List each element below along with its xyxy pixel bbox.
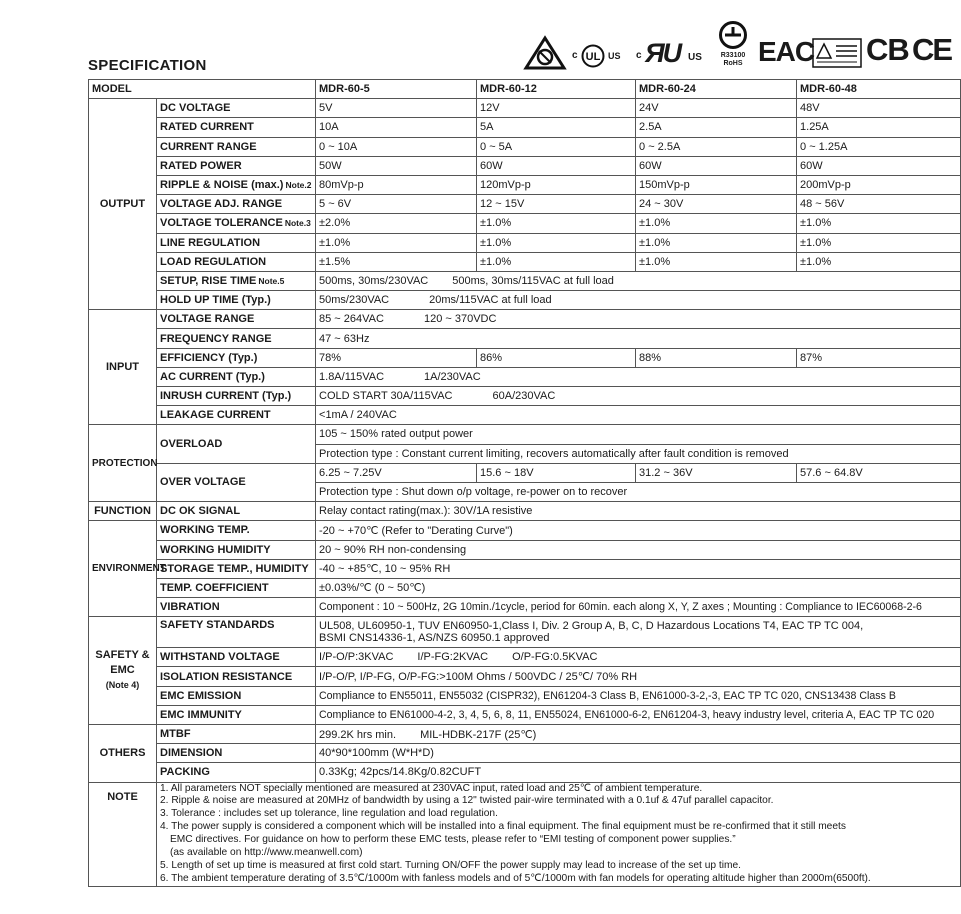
value-part: O/P-FG:0.5KVAC [512,651,598,664]
value-part: Protection type : [319,447,402,460]
specification-table [88,79,961,887]
cell-value: -20 ~ +70℃ (Refer to "Derating Curve") [316,521,961,540]
cell-value: 31.2 ~ 36V [636,463,797,482]
cell-value: 200mVp-p [797,175,961,194]
cell-value [316,444,961,463]
item-label: VIBRATION [157,598,316,617]
item-label: FREQUENCY RANGE [157,329,316,348]
table-row [89,648,961,667]
group-input: INPUT [89,310,157,425]
table-row [89,705,961,724]
cell-value: Protection type : Shut down o/p voltage, re-power on to recover [316,482,961,501]
item-label: EFFICIENCY (Typ.) [157,348,316,367]
value-part: 50ms/230VAC [319,294,390,307]
cell-value: ±1.0% [636,214,797,233]
cell-value: 88% [636,348,797,367]
cell-value: 0 ~ 5A [477,137,636,156]
cell-value: ±1.0% [477,252,636,271]
note-line: 2. Ripple & noise are measured at 20MHz of bandwidth by using a 12" twisted pair-wire terminated with a 0.1uf & 47uf parallel capacitor. [160,795,774,807]
cell-value: 60W [636,156,797,175]
cell-value: 86% [477,348,636,367]
item-label: LINE REGULATION [157,233,316,252]
value-part: 120 ~ 370VDC [423,313,497,326]
table-row [89,310,961,329]
note-ref: Note.3 [284,218,311,229]
item-label: WORKING TEMP. [157,521,316,540]
rohs-code: R33100 [720,52,746,59]
table-row [89,195,961,214]
model-1: MDR-60-5 [316,80,477,99]
cell-value: 12 ~ 15V [477,195,636,214]
note-ref: Note.5 [258,275,285,286]
model-4: MDR-60-48 [797,80,961,99]
item-label [157,271,316,290]
item-label: INRUSH CURRENT (Typ.) [157,387,316,406]
cell-value: 105 ~ 150% rated output power [316,425,961,444]
cell-value: <1mA / 240VAC [316,406,961,425]
cell-value: Relay contact rating(max.): 30V/1A resistive [316,502,961,521]
item-label: RATED CURRENT [157,118,316,137]
cell-value: 5 ~ 6V [316,195,477,214]
rohs-logo [712,20,754,70]
eac-logo: EAC [758,36,815,67]
table-row [89,367,961,386]
note-ref: Note.2 [285,180,312,191]
table-row [89,271,961,290]
item-label: HOLD UP TIME (Typ.) [157,291,316,310]
table-row [89,406,961,425]
table-row [89,99,961,118]
item-label: WORKING HUMIDITY [157,540,316,559]
cell-value: 15.6 ~ 18V [477,463,636,482]
item-label: ISOLATION RESISTANCE [157,667,316,686]
model-2: MDR-60-12 [477,80,636,99]
value-part: 299.2K hrs min. [319,728,397,741]
group-label: SAFETY & [95,649,150,662]
cell-value: ±2.0% [316,214,477,233]
item-label: WITHSTAND VOLTAGE [157,648,316,667]
svg-text:UL: UL [585,51,601,63]
value-part: 20ms/115VAC at full load [429,294,552,307]
cell-value [316,617,961,648]
ru-logo: c ЯU US [636,38,702,68]
rohs-circle-icon [718,20,748,50]
group-protection: PROTECTION [89,425,157,502]
model-row [89,80,961,99]
cell-value: 2.5A [636,118,797,137]
group-note: NOTE [89,782,157,886]
cb-logo: CB [866,32,909,67]
cell-value: 60W [797,156,961,175]
item-label: VOLTAGE ADJ. RANGE [157,195,316,214]
value-part: MIL-HDBK-217F (25℃) [420,728,537,741]
value-line: BSMI CNS14336-1, AS/NZS 60950.1 approved [319,632,550,645]
cell-value [316,271,961,290]
value-part: I/P-O/P:3KVAC [319,651,394,664]
table-row [89,425,961,444]
cell-value: 6.25 ~ 7.25V [316,463,477,482]
value-part: 500ms, 30ms/230VAC [319,274,429,287]
cell-value: ±1.0% [316,233,477,252]
cell-value: ±1.0% [797,214,961,233]
table-row [89,578,961,597]
item-label: SAFETY STANDARDS [157,617,316,648]
cell-value [316,367,961,386]
value-line: UL508, UL60950-1, TUV EN60950-1,Class I, Div. 2 Group A, B, C, D Hazardous Locations T4, EAC TP TC 004, [319,620,864,633]
cell-value: Compliance to EN55011, EN55032 (CISPR32), EN61204-3 Class B, EN61000-3-2,-3, EAC TP TC 020, CNS13438 Class B [316,686,961,705]
item-label: AC CURRENT (Typ.) [157,367,316,386]
item-label [157,175,316,194]
note-line: (as available on http://www.meanwell.com) [170,847,363,859]
cell-value: 0.33Kg; 42pcs/14.8Kg/0.82CUFT [316,763,961,782]
item-label: DC VOLTAGE [157,99,316,118]
model-label: MODEL [89,80,316,99]
cell-value: Component : 10 ~ 500Hz, 2G 10min./1cycle, period for 60min. each along X, Y, Z axes ; Mounting : Compliance to IEC60068-2-6 [316,598,961,617]
cell-value: ±1.0% [477,214,636,233]
item-label: EMC IMMUNITY [157,705,316,724]
cell-value: ±1.0% [797,252,961,271]
cell-value: 24V [636,99,797,118]
cell-value: 40*90*100mm (W*H*D) [316,744,961,763]
value-part: 1A/230VAC [424,370,481,383]
cell-value: Compliance to EN61000-4-2, 3, 4, 5, 6, 8, 11, EN55024, EN61000-6-2, EN61204-3, heavy industry level, criteria A, EAC TP TC 020 [316,705,961,724]
item-text: VOLTAGE TOLERANCE [160,217,283,230]
item-label: PACKING [157,763,316,782]
ce-logo: CE [912,32,952,67]
group-label: EMC [110,664,135,677]
cell-value: 150mVp-p [636,175,797,194]
table-row [89,667,961,686]
item-label [157,214,316,233]
group-safety-emc [89,617,157,725]
table-row [89,329,961,348]
item-label: LEAKAGE CURRENT [157,406,316,425]
table-row [89,617,961,648]
table-row [89,252,961,271]
note-line: 6. The ambient temperature derating of 3.5℃/1000m with fanless models and of 5℃/1000m with fan models for operating altitude higher than 2000m(6500ft). [160,872,871,884]
table-row [89,763,961,782]
cell-value: 0 ~ 2.5A [636,137,797,156]
page-title: SPECIFICATION [88,57,207,74]
note-line: EMC directives. For guidance on how to perform these EMC tests, please refer to “EMI testing of component power supplies.” [170,834,736,846]
cell-value: 48V [797,99,961,118]
item-text: RIPPLE & NOISE (max.) [160,179,284,192]
ccc-logo-icon [524,36,566,70]
table-row [89,598,961,617]
cell-value: 50W [316,156,477,175]
cell-value: 87% [797,348,961,367]
table-row [89,725,961,744]
table-row [89,686,961,705]
value-part: 500ms, 30ms/115VAC at full load [452,274,614,287]
cell-value: ±1.0% [636,252,797,271]
certification-logos [520,18,960,74]
cell-value: 20 ~ 90% RH non-condensing [316,540,961,559]
table-row [89,540,961,559]
table-row [89,744,961,763]
value-part: 85 ~ 264VAC [319,313,384,326]
cell-value: 47 ~ 63Hz [316,329,961,348]
item-label: LOAD REGULATION [157,252,316,271]
notes-block [157,782,961,886]
note-line: 3. Tolerance : includes set up tolerance, line regulation and load regulation. [160,808,498,820]
cell-value: 80mVp-p [316,175,477,194]
table-row [89,156,961,175]
cell-value: 0 ~ 10A [316,137,477,156]
cul-logo: c UL US [572,44,628,70]
cell-value: 0 ~ 1.25A [797,137,961,156]
group-environment: ENVIRONMENT [89,521,157,617]
note-line: 1. All parameters NOT specially mentioned are measured at 230VAC input, rated load and 25℃ of ambient temperature. [160,782,703,794]
cell-value: ±1.0% [797,233,961,252]
cell-value: 57.6 ~ 64.8V [797,463,961,482]
group-note: (Note 4) [105,680,140,691]
item-label: MTBF [157,725,316,744]
table-row [89,137,961,156]
cell-value [316,310,961,329]
cell-value: 5V [316,99,477,118]
table-row [89,291,961,310]
item-label: VOLTAGE RANGE [157,310,316,329]
cell-value: ±1.5% [316,252,477,271]
cell-value: ±0.03%/℃ (0 ~ 50℃) [316,578,961,597]
cell-value [316,648,961,667]
group-function: FUNCTION [89,502,157,521]
item-label: RATED POWER [157,156,316,175]
cell-value: 120mVp-p [477,175,636,194]
item-label: DIMENSION [157,744,316,763]
cell-value: 1.25A [797,118,961,137]
table-row [89,559,961,578]
value-part: 60A/230VAC [492,390,556,403]
table-row [89,233,961,252]
cell-value [316,725,961,744]
table-row [89,387,961,406]
cell-value: 10A [316,118,477,137]
model-3: MDR-60-24 [636,80,797,99]
item-label: STORAGE TEMP., HUMIDITY [157,559,316,578]
note-line: 4. The power supply is considered a component which will be installed into a final equipment. The final equipment must be re-confirmed that it still meets [160,821,846,833]
rohs-label: RoHS [723,60,743,67]
certificate-badge-icon [812,38,862,68]
cell-value: 48 ~ 56V [797,195,961,214]
cell-value: ±1.0% [636,233,797,252]
cell-value [316,387,961,406]
item-label: OVER VOLTAGE [157,463,316,501]
ul-circle-icon [581,44,605,68]
table-row [89,175,961,194]
table-row [89,521,961,540]
table-row [89,502,961,521]
cell-value: 78% [316,348,477,367]
cell-value [316,291,961,310]
group-output: OUTPUT [89,99,157,310]
cell-value: 12V [477,99,636,118]
item-label: CURRENT RANGE [157,137,316,156]
notes-row [89,782,961,886]
value-part: Constant current limiting, recovers automatically after fault condition is removed [401,447,789,460]
item-text: SETUP, RISE TIME [160,274,257,287]
table-row [89,348,961,367]
item-label: EMC EMISSION [157,686,316,705]
item-label: OVERLOAD [157,425,316,463]
cell-value: -40 ~ +85℃, 10 ~ 95% RH [316,559,961,578]
group-others: OTHERS [89,725,157,783]
item-label: TEMP. COEFFICIENT [157,578,316,597]
cell-value: 60W [477,156,636,175]
cell-value: 5A [477,118,636,137]
value-part: COLD START 30A/115VAC [319,390,453,403]
value-part: 1.8A/115VAC [319,370,385,383]
cell-value: I/P-O/P, I/P-FG, O/P-FG:>100M Ohms / 500VDC / 25℃/ 70% RH [316,667,961,686]
table-row [89,118,961,137]
table-row [89,214,961,233]
table-row [89,463,961,482]
cell-value: ±1.0% [477,233,636,252]
cell-value: 24 ~ 30V [636,195,797,214]
note-line: 5. Length of set up time is measured at first cold start. Turning ON/OFF the power supply may lead to increase of the set up time. [160,860,741,871]
value-part: I/P-FG:2KVAC [417,651,489,664]
item-label: DC OK SIGNAL [157,502,316,521]
